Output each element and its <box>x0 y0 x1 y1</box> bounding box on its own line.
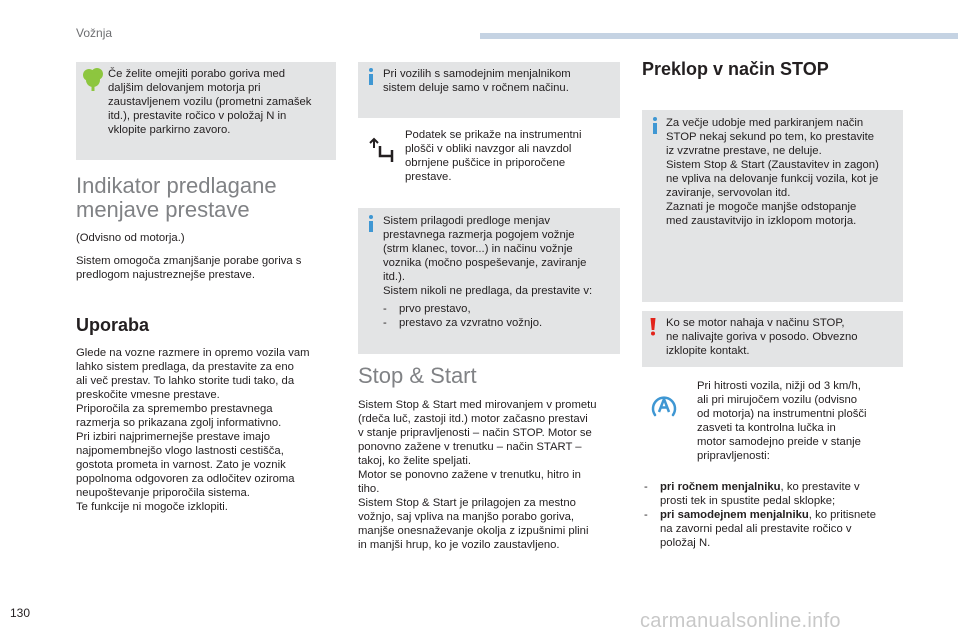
warning-text: Ko se motor nahaja v načinu STOP, ne nalivajte goriva v posodo. Obvezno izklopite kontakt. <box>666 317 858 357</box>
running-header: Vožnja <box>76 26 113 40</box>
info-icon <box>369 215 373 231</box>
eco-tree-icon <box>82 66 104 92</box>
stop-start-text: Sistem Stop & Start med mirovanjem v prometu (rdeča luč, zastoji itd.) motor začasno prestavi v stanje pripravljenosti – način STOP. Motor se ponovno zažene v trenutku – način START – takoj, ko želite speljati. Motor se ponovno zažene v trenutku, hitro in tiho. Sistem Stop & Start je prilagojen za mestno vožnjo, saj vpliva na manjšo porabo goriva, manjše onesnaževanje okolja z izpušnimi plini in manjši hrup, ko je vozilo zaustavljeno. <box>358 399 597 551</box>
info-icon <box>369 68 373 84</box>
watermark: carmanualsonline.info <box>640 610 841 632</box>
usage-text: Glede na vozne razmere in opremo vozila vam lahko sistem predlaga, da prestavite za eno ali več prestav. To lahko storite tudi tako, da preskočite vmesne prestave. Priporočila za spremembo prestavnega razmerja so prikazana zgolj informativno. Pri izbiri najprimernejše prestave imajo najpomembnejšo vlogo lastnosti cestišča, gostota prometa in varnost. Zato je voznik popolnoma odgovoren za odločitev oziroma neupoštevanje priporočila sistema. Te funkcije ni mogoče izklopiti. <box>76 347 310 513</box>
stop-indicator-text: Pri hitrosti vozila, nižji od 3 km/h, ali pri mirujočem vozilu (odvisno od motorja) na instrumentni plošči zasveti ta kontrolna lučka in motor samodejno preide v stanje pripravljenosti: <box>697 380 867 462</box>
eco-tip-text: Če želite omejiti porabo goriva med daljšim delovanjem motorja pri zaustavljenem vozilu (prometni zamašek itd.), prestavite ročico v položaj N in vklopite parkirno zavoro. <box>108 68 312 136</box>
auto-gearbox-note: Pri vozilih s samodejnim menjalnikom sistem deluje samo v ročnem načinu. <box>383 68 571 94</box>
stop-indicator-icon <box>650 392 678 418</box>
stop-start-title: Stop & Start <box>358 363 477 388</box>
adapt-note-text: Sistem prilagodi predloge menjav prestavnega razmerja pogojem vožnje (strm klanec, tovor...) in načinu vožnje voznika (močno pospeševanje, zaviranje itd.). Sistem nikoli ne predlaga, da prestavite v: <box>383 215 593 297</box>
info-icon <box>653 117 657 133</box>
gear-indicator-title: Indikator predlagane menjave prestave <box>76 173 277 222</box>
engine-note: (Odvisno od motorja.) <box>76 232 185 244</box>
shift-arrow-icon <box>366 136 398 168</box>
page-number: 130 <box>10 606 31 620</box>
stop-mode-heading: Preklop v način STOP <box>642 59 829 79</box>
comfort-note-text: Za večje udobje med parkiranjem način STOP nekaj sekund po tem, ko prestavite iz vzvratne prestave, ne deluje. Sistem Stop & Start (Zaustavitev in zagon) ne vpliva na delovanje funkcij vozila, kot je zaviranje, servovolan itd. Zaznati je mogoče manjše odstopanje med zaustavitvijo in izklopom motorja. <box>666 117 879 227</box>
warning-icon <box>650 318 656 336</box>
header-bar <box>480 33 958 39</box>
gear-indicator-intro: Sistem omogoča zmanjšanje porabe goriva s predlogom najustreznejše prestave. <box>76 255 302 281</box>
display-text: Podatek se prikaže na instrumentni plošči v obliki navzgor ali navzdol obrnjene puščice in priporočene prestave. <box>405 129 582 183</box>
usage-heading: Uporaba <box>76 315 150 335</box>
